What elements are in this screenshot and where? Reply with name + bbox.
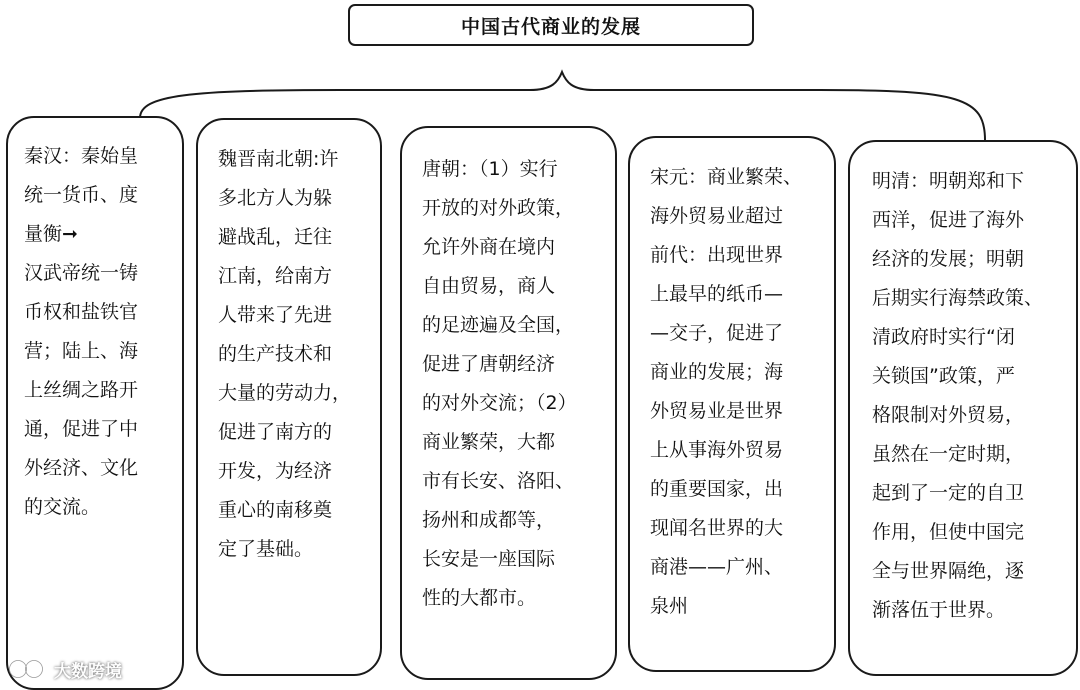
text-line: 市有长安、洛阳、 (422, 470, 575, 492)
text-line: 大量的劳动力， (218, 382, 352, 404)
text-line: 后期实行海禁政策、 (872, 287, 1044, 309)
text-line: 长安是一座国际 (422, 548, 556, 570)
text-line: 避战乱，迁往 (218, 226, 333, 248)
text-line: 币权和盐铁官 (24, 301, 139, 323)
text-line: 秦汉：秦始皇 (24, 145, 139, 167)
text-line: 清政府时实行“闭 (872, 326, 1015, 348)
eye-logo-icon (8, 657, 48, 681)
text-line: 多北方人为躲 (218, 187, 333, 209)
text-line: 的生产技术和 (218, 343, 333, 365)
text-line: 汉武帝统一铸 (24, 262, 139, 284)
text-line: 海外贸易业超过 (650, 205, 784, 227)
text-line: 通，促进了中 (24, 418, 139, 440)
text-line: 上丝绸之路开 (24, 379, 139, 401)
text-line: 的交流。 (24, 496, 101, 518)
text-line: 江南，给南方 (218, 265, 333, 287)
text-line: 经济的发展；明朝 (872, 248, 1025, 270)
text-line: 泉州 (650, 595, 689, 617)
text-line: 的足迹遍及全国， (422, 314, 575, 336)
text-line: 营；陆上、海 (24, 340, 139, 362)
text-line: 明清：明朝郑和下 (872, 170, 1025, 192)
text-line: 西洋，促进了海外 (872, 209, 1025, 231)
text-line: 宋元：商业繁荣、 (650, 166, 803, 188)
text-line: 定了基础。 (218, 538, 314, 560)
text-line: 前代：出现世界 (650, 244, 784, 266)
text-line: 外经济、文化 (24, 457, 139, 479)
text-line: 重心的南移奠 (218, 499, 333, 521)
text-line: 魏晋南北朝:许 (218, 148, 339, 170)
text-line: 格限制对外贸易， (872, 404, 1025, 426)
text-line: 促进了唐朝经济 (422, 353, 556, 375)
text-line: 商港——广州、 (650, 556, 784, 578)
text-line: 全与世界隔绝，逐 (872, 560, 1025, 582)
text-line: 起到了一定的自卫 (872, 482, 1025, 504)
text-line: 自由贸易，商人 (422, 275, 556, 297)
text-line: 开放的对外政策， (422, 197, 575, 219)
text-line: 商业繁荣，大都 (422, 431, 556, 453)
text-line: 促进了南方的 (218, 421, 333, 443)
text-line: 统一货币、度 (24, 184, 139, 206)
watermark (8, 654, 122, 684)
text-line: 人带来了先进 (218, 304, 333, 326)
text-line: 扬州和成都等， (422, 509, 556, 531)
period-box-weijin (196, 118, 382, 676)
text-line: 开发，为经济 (218, 460, 333, 482)
text-line: 上最早的纸币— (650, 283, 784, 305)
text-line: 现闻名世界的大 (650, 517, 784, 539)
text-line: 唐朝：（1）实行 (422, 158, 558, 180)
period-box-songyuan (628, 136, 836, 672)
period-box-qinhan (6, 116, 184, 690)
text-line: 性的大都市。 (422, 587, 537, 609)
text-line: —交子，促进了 (650, 322, 784, 344)
text-line: 外贸易业是世界 (650, 400, 784, 422)
text-line: 作用，但使中国完 (872, 521, 1025, 543)
text-line: 渐落伍于世界。 (872, 599, 1006, 621)
period-box-tang (400, 126, 617, 680)
text-line: 上从事海外贸易 (650, 439, 784, 461)
watermark-text: 大数跨境 (54, 661, 122, 682)
text-line: 量衡➞ (24, 223, 78, 245)
text-line: 的重要国家，出 (650, 478, 784, 500)
text-line: 虽然在一定时期， (872, 443, 1025, 465)
period-box-mingqing (848, 140, 1078, 676)
text-line: 允许外商在境内 (422, 236, 556, 258)
text-line: 关锁国”政策，严 (872, 365, 1015, 387)
diagram-title-text: 中国古代商业的发展 (460, 15, 641, 38)
text-line: 的对外交流；（2） (422, 392, 577, 414)
text-line: 商业的发展；海 (650, 361, 784, 383)
